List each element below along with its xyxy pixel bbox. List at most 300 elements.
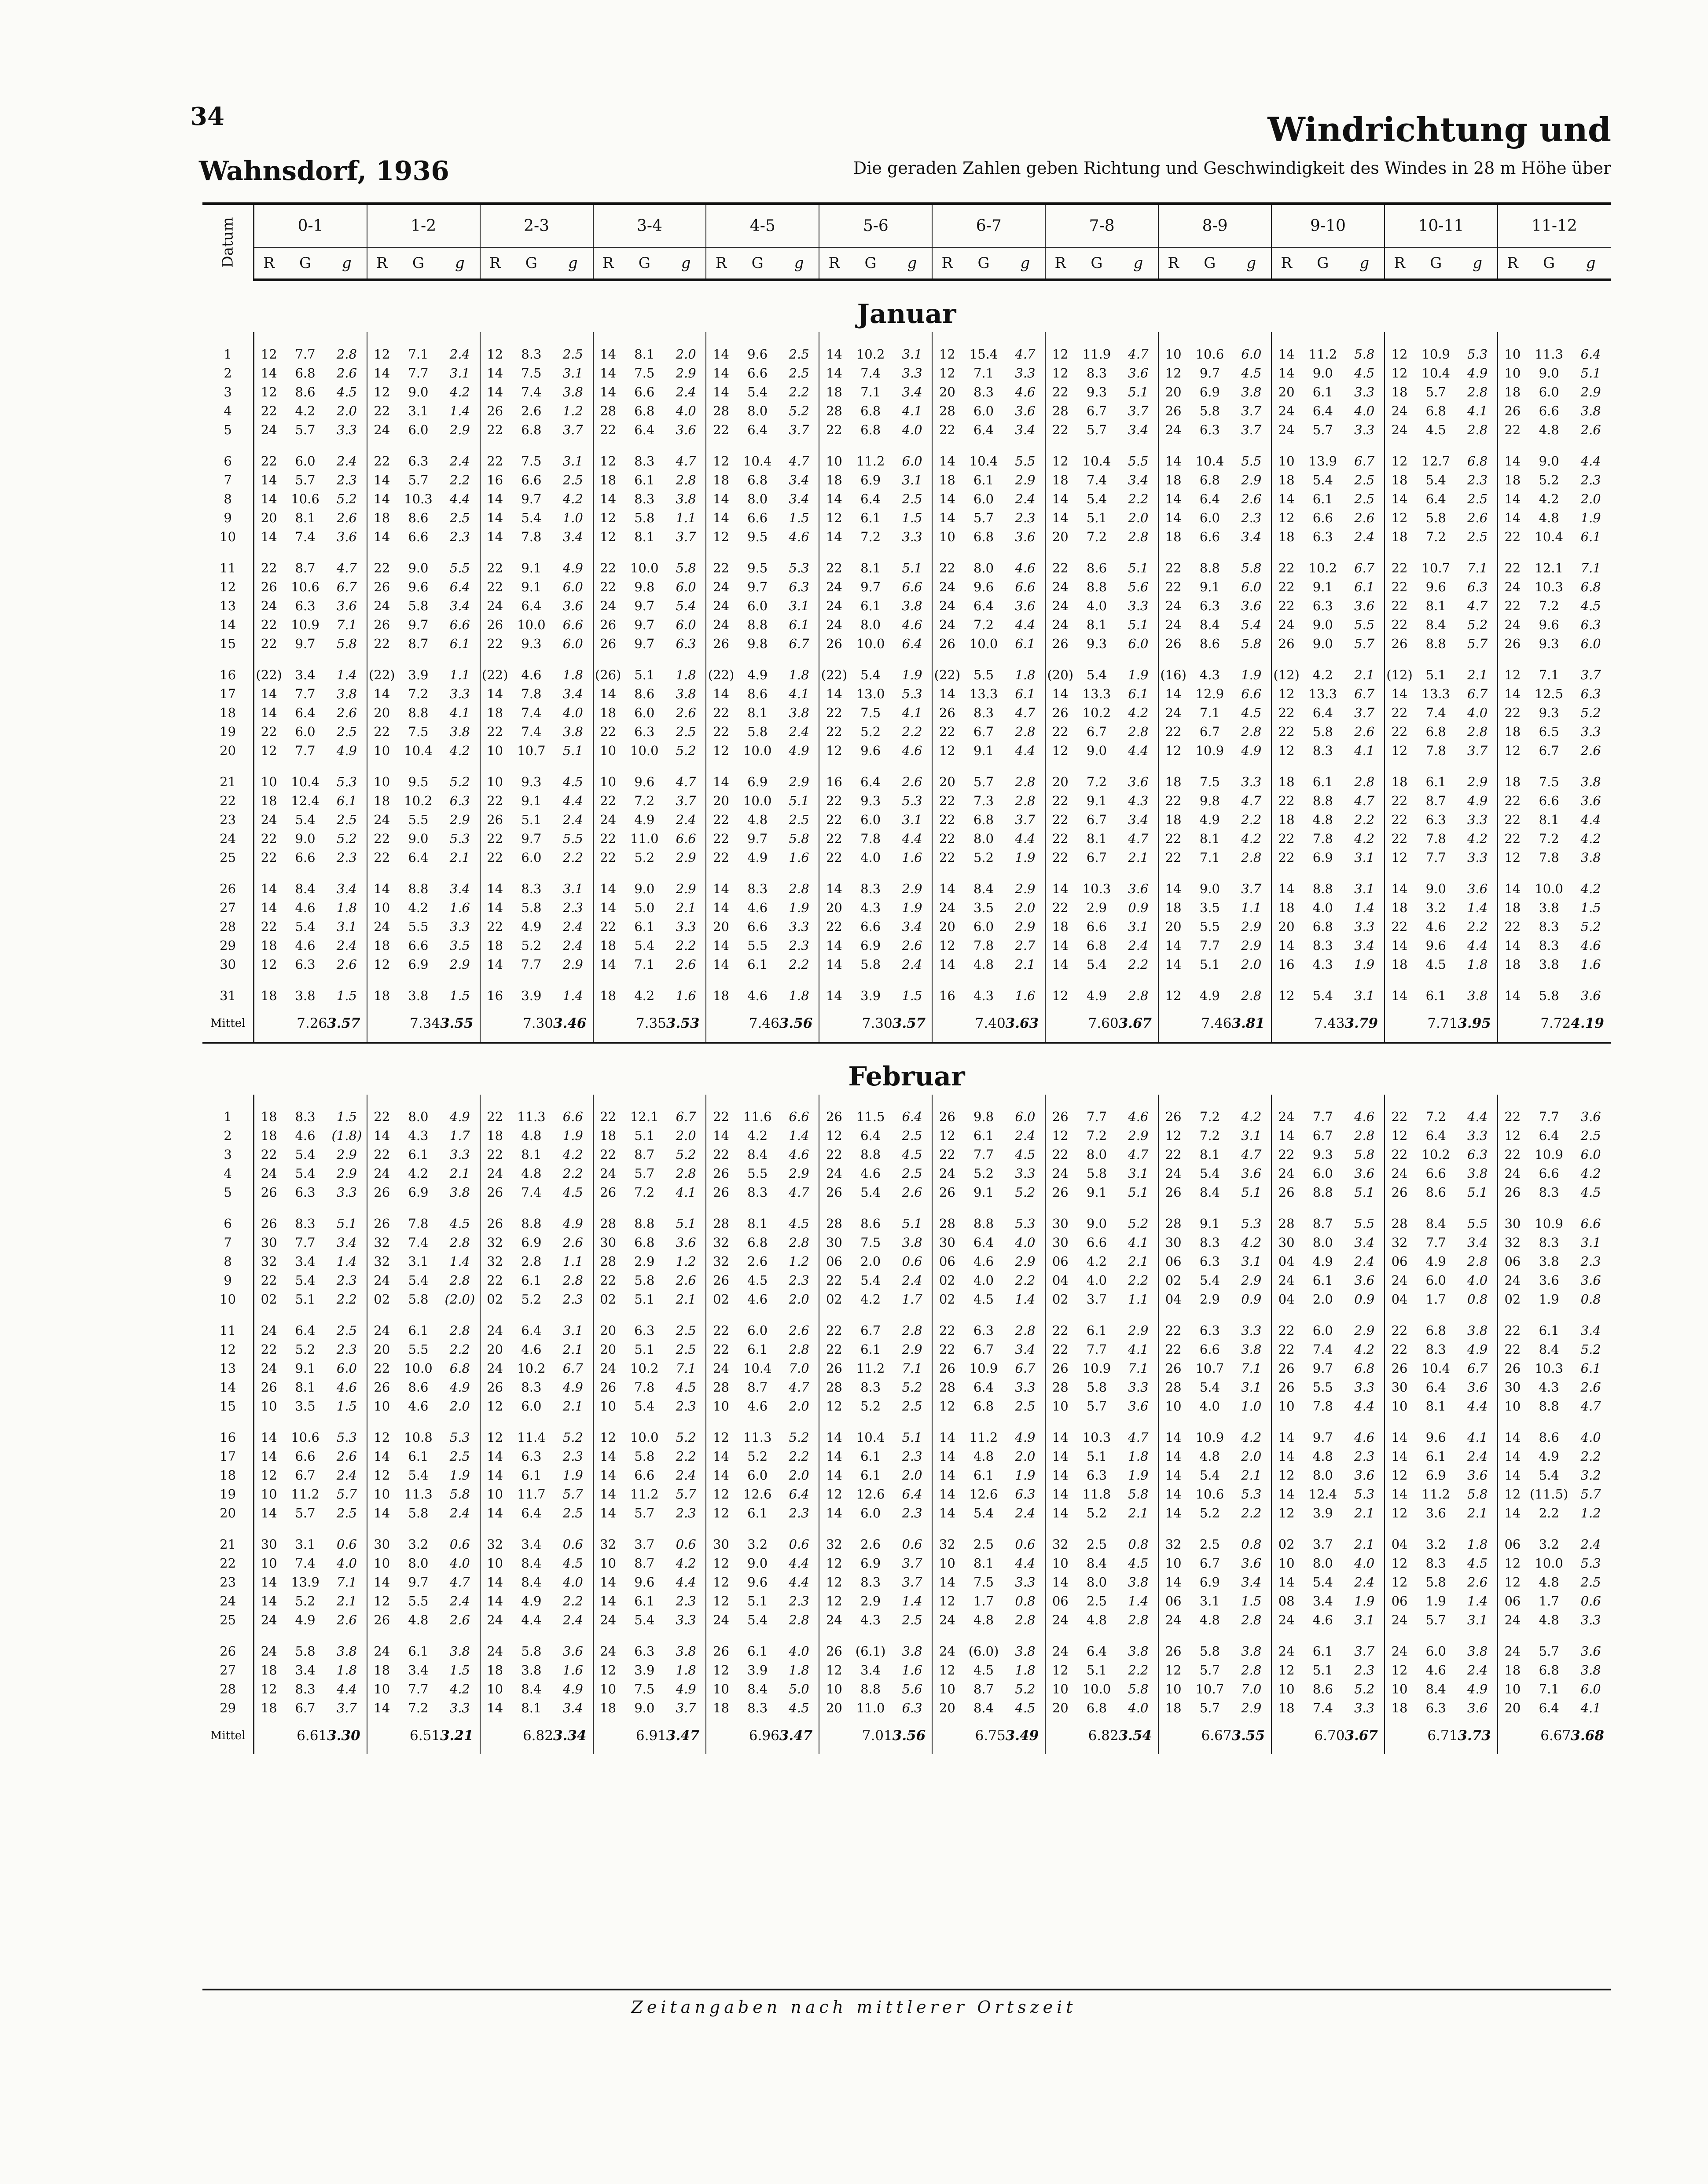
speed-G-value: 4.4: [521, 1612, 542, 1627]
direction-value: 12: [932, 1591, 962, 1610]
speed-G-value: 12.6: [969, 1486, 998, 1502]
direction-value: 14: [932, 684, 962, 703]
gap-cell: [1188, 546, 1231, 558]
gap-cell: [962, 1095, 1005, 1107]
speed-G-value: 6.0: [1312, 1323, 1333, 1338]
gap-cell: [849, 1522, 893, 1535]
speed-g-value: 5.1: [1467, 1184, 1488, 1200]
direction-value: 22: [1271, 558, 1301, 577]
direction-value: 14: [1158, 451, 1188, 470]
speed-g-value: 0.6: [449, 1536, 470, 1552]
speed-G-value: 5.8: [408, 598, 429, 613]
gap-cell: [1344, 1522, 1385, 1535]
direction-value: 26: [932, 1359, 962, 1378]
speed-g-value: 4.7: [1580, 1398, 1601, 1414]
direction-value: 14: [819, 936, 848, 955]
gap-cell: [932, 1415, 962, 1428]
speed-G-value: 6.4: [1539, 1128, 1559, 1143]
direction-value: 14: [480, 684, 510, 703]
speed-g-value: 0.6: [562, 1536, 583, 1552]
gap-cell: [1158, 546, 1188, 558]
speed-g-value: 2.8: [1128, 988, 1149, 1003]
speed-g-value: 4.9: [1015, 1429, 1036, 1445]
gap-cell: [706, 439, 735, 451]
speed-G-value: 12.1: [1535, 560, 1563, 575]
direction-value: 22: [706, 1321, 735, 1340]
speed-g-value: 1.5: [449, 1662, 470, 1678]
gap-cell: [706, 760, 735, 772]
speed-G-value: 11.3: [517, 1109, 546, 1124]
gap-cell: [1271, 546, 1301, 558]
direction-value: 14: [480, 898, 510, 917]
speed-G-value: 3.9: [1312, 1505, 1333, 1521]
gap-cell: [706, 332, 735, 344]
gap-cell: [283, 439, 327, 451]
speed-G-value: 5.1: [1199, 956, 1220, 972]
speed-G-value: 8.4: [521, 1574, 542, 1590]
col-label-r: R: [480, 247, 510, 280]
speed-G-value: 6.8: [973, 812, 994, 827]
gap-cell: [849, 439, 893, 451]
direction-value: 24: [1385, 401, 1414, 420]
speed-G-value: 6.3: [295, 1184, 316, 1200]
speed-g-value: 6.3: [902, 1700, 922, 1715]
speed-g-value: 4.0: [676, 403, 696, 418]
speed-G-value: 6.1: [747, 956, 768, 972]
gap-cell: [932, 1095, 962, 1107]
speed-G-value: (6.0): [968, 1643, 999, 1659]
direction-value: 32: [480, 1252, 510, 1271]
col-label-g: g: [666, 247, 706, 280]
gap-cell: [1045, 653, 1075, 665]
direction-value: 14: [932, 451, 962, 470]
speed-g-value: 1.9: [562, 1467, 583, 1483]
speed-G-value: 7.4: [1086, 472, 1107, 487]
direction-value: 22: [593, 1107, 623, 1126]
direction-value: 24: [706, 1610, 735, 1629]
speed-G-value: 6.6: [521, 472, 542, 487]
speed-G-value: 4.2: [408, 900, 429, 915]
direction-value: 18: [1498, 1660, 1527, 1679]
gap-cell: [1458, 1522, 1498, 1535]
speed-G-value: 7.7: [973, 1147, 994, 1162]
speed-g-value: 3.3: [1015, 365, 1036, 381]
gap-cell: [1458, 1095, 1498, 1107]
gap-cell: [283, 546, 327, 558]
speed-g-value: 2.9: [902, 881, 922, 896]
gap-cell: [1232, 332, 1272, 344]
speed-g-value: (1.8): [331, 1128, 362, 1143]
direction-value: 14: [593, 363, 623, 382]
speed-g-value: 4.4: [1467, 1109, 1488, 1124]
speed-g-value: 1.4: [1467, 900, 1488, 915]
speed-g-value: 2.3: [336, 1341, 357, 1357]
speed-G-value: 9.6: [1539, 617, 1559, 632]
direction-value: 14: [706, 936, 735, 955]
mittel-G-value: 6.67: [1201, 1728, 1232, 1744]
speed-G-value: 7.5: [408, 724, 429, 739]
speed-g-value: 2.8: [902, 1323, 922, 1338]
speed-G-value: 6.6: [1199, 1341, 1220, 1357]
direction-value: 26: [254, 1183, 283, 1202]
speed-g-value: 2.8: [1467, 724, 1488, 739]
gap-cell: [1075, 332, 1118, 344]
speed-g-value: 3.1: [1128, 1165, 1149, 1181]
speed-G-value: 8.3: [1539, 1235, 1559, 1250]
speed-G-value: 4.9: [747, 850, 768, 865]
speed-G-value: 9.0: [295, 831, 316, 846]
speed-G-value: 6.0: [1425, 1272, 1446, 1288]
direction-value: 12: [706, 1428, 735, 1447]
gap-cell: [819, 1629, 848, 1642]
speed-g-value: 1.4: [1128, 1593, 1149, 1609]
direction-value: 32: [367, 1233, 397, 1252]
direction-value: 14: [1498, 508, 1527, 527]
speed-G-value: 5.4: [295, 1147, 316, 1162]
speed-G-value: 10.0: [743, 743, 772, 758]
gap-cell: [666, 760, 706, 772]
direction-value: 22: [254, 722, 283, 741]
speed-g-value: 2.8: [1015, 774, 1036, 789]
gap-cell: [397, 1629, 440, 1642]
gap-cell: [510, 867, 553, 879]
day-number: 7: [202, 1233, 254, 1252]
direction-value: 24: [367, 1642, 397, 1660]
speed-g-value: 2.6: [676, 705, 696, 720]
direction-value: 14: [593, 344, 623, 363]
speed-G-value: 7.7: [1425, 1235, 1446, 1250]
direction-value: 26: [1158, 1107, 1188, 1126]
speed-G-value: 1.7: [1425, 1291, 1446, 1307]
speed-g-value: 2.5: [789, 812, 809, 827]
speed-G-value: 9.6: [1425, 938, 1446, 953]
direction-value: 24: [254, 810, 283, 829]
speed-g-value: 3.8: [336, 1643, 357, 1659]
direction-value: 22: [1158, 791, 1188, 810]
speed-g-value: 5.2: [449, 774, 470, 789]
gap-cell: [1344, 1415, 1385, 1428]
speed-g-value: 3.6: [1580, 1109, 1601, 1124]
speed-G-value: 5.2: [1199, 1505, 1220, 1521]
direction-value: 26: [593, 1378, 623, 1396]
gap-cell: [1498, 653, 1527, 665]
direction-value: 24: [367, 420, 397, 439]
speed-g-value: 4.4: [1467, 1398, 1488, 1414]
speed-g-value: 3.3: [336, 422, 357, 437]
speed-G-value: 6.3: [1425, 812, 1446, 827]
direction-value: 18: [1158, 470, 1188, 489]
speed-G-value: 5.4: [1199, 1165, 1220, 1181]
speed-G-value: 4.3: [973, 988, 994, 1003]
table-row: [202, 879, 1611, 898]
gap-cell: [893, 1629, 933, 1642]
direction-value: 10: [706, 1679, 735, 1698]
speed-G-value: 10.4: [1421, 1360, 1450, 1376]
speed-g-value: 4.7: [1128, 831, 1149, 846]
day-number: 9: [202, 1271, 254, 1290]
speed-G-value: 6.1: [973, 1467, 994, 1483]
speed-g-value: 2.3: [449, 529, 470, 544]
speed-g-value: 3.6: [1580, 1643, 1601, 1659]
gap-cell: [593, 653, 623, 665]
gap-cell: [510, 546, 553, 558]
col-label-g: g: [553, 247, 593, 280]
direction-value: 14: [932, 1503, 962, 1522]
speed-G-value: 5.2: [973, 850, 994, 865]
speed-G-value: 5.8: [1539, 988, 1559, 1003]
gap-cell: [1301, 1095, 1344, 1107]
speed-g-value: 4.1: [1467, 1429, 1488, 1445]
speed-G-value: 6.6: [295, 1448, 316, 1464]
speed-g-value: 0.6: [1015, 1536, 1036, 1552]
table-row: [202, 1252, 1611, 1271]
speed-g-value: 3.7: [1128, 403, 1149, 418]
speed-G-value: 3.1: [408, 1253, 429, 1269]
speed-G-value: 2.6: [747, 1253, 768, 1269]
speed-G-value: 4.8: [973, 956, 994, 972]
speed-G-value: 4.8: [408, 1612, 429, 1627]
speed-G-value: 4.6: [747, 900, 768, 915]
direction-value: 14: [1498, 879, 1527, 898]
gap-cell: [1414, 1522, 1458, 1535]
speed-g-value: 2.8: [1015, 793, 1036, 808]
direction-value: 06: [1385, 1591, 1414, 1610]
speed-g-value: 3.8: [449, 724, 470, 739]
speed-g-value: 6.8: [449, 1360, 470, 1376]
direction-value: 26: [367, 1183, 397, 1202]
gap-cell: [736, 1308, 779, 1321]
direction-value: 14: [706, 344, 735, 363]
direction-value: 24: [1385, 420, 1414, 439]
gap-cell: [1527, 1308, 1571, 1321]
speed-G-value: 6.8: [1425, 403, 1446, 418]
mittel-spacer: [1498, 1717, 1527, 1754]
speed-g-value: 6.6: [562, 617, 583, 632]
speed-g-value: 2.5: [562, 346, 583, 362]
day-number: 20: [202, 741, 254, 760]
gap-cell: [706, 653, 735, 665]
speed-G-value: 6.6: [1425, 1165, 1446, 1181]
gap-cell: [623, 974, 666, 986]
gap-cell: [666, 332, 706, 344]
speed-G-value: 8.0: [1312, 1555, 1333, 1571]
speed-G-value: 9.8: [634, 579, 655, 594]
gap-cell: [819, 332, 848, 344]
gap-cell: [893, 867, 933, 879]
gap-cell: [1232, 1415, 1272, 1428]
speed-g-value: 4.1: [1467, 403, 1488, 418]
direction-value: 30: [1498, 1378, 1527, 1396]
direction-value: 12: [1385, 1572, 1414, 1591]
gap-cell: [1571, 1202, 1611, 1214]
gap-cell: [932, 1202, 962, 1214]
direction-value: 14: [1045, 955, 1075, 974]
speed-G-value: 5.5: [408, 1341, 429, 1357]
speed-g-value: 4.0: [1467, 1272, 1488, 1288]
speed-G-value: 8.7: [295, 560, 316, 575]
speed-G-value: 6.3: [973, 1323, 994, 1338]
speed-g-value: 2.1: [1467, 667, 1488, 682]
speed-G-value: 6.1: [634, 919, 655, 934]
speed-G-value: 10.2: [856, 346, 885, 362]
gap-cell: [819, 653, 848, 665]
gap-cell: [283, 653, 327, 665]
speed-g-value: 1.2: [676, 1253, 696, 1269]
speed-G-value: 5.7: [634, 1505, 655, 1521]
speed-g-value: 7.1: [1580, 560, 1601, 575]
direction-value: 18: [1158, 527, 1188, 546]
speed-g-value: 4.5: [789, 1700, 809, 1715]
speed-g-value: 3.1: [562, 365, 583, 381]
speed-g-value: 2.0: [676, 346, 696, 362]
speed-g-value: 0.6: [902, 1253, 922, 1269]
speed-g-value: 2.2: [1467, 919, 1488, 934]
speed-G-value: 8.8: [747, 617, 768, 632]
speed-g-value: 6.1: [449, 636, 470, 651]
direction-value: 14: [819, 489, 848, 508]
gap-cell: [736, 1522, 779, 1535]
mittel-G-value: 7.01: [862, 1728, 893, 1744]
speed-G-value: 9.1: [295, 1360, 316, 1376]
table-row: [202, 936, 1611, 955]
direction-value: 22: [480, 829, 510, 848]
speed-g-value: 2.2: [1580, 1448, 1601, 1464]
speed-g-value: 4.2: [449, 384, 470, 399]
direction-value: 32: [1498, 1233, 1527, 1252]
direction-value: 30: [1385, 1378, 1414, 1396]
direction-value: 26: [367, 1610, 397, 1629]
direction-value: 30: [593, 1233, 623, 1252]
speed-g-value: 3.2: [1580, 1467, 1601, 1483]
speed-G-value: 8.3: [295, 1216, 316, 1231]
speed-g-value: 2.3: [336, 850, 357, 865]
header-hours-row: [202, 204, 1611, 247]
direction-value: 10: [1385, 1396, 1414, 1415]
speed-g-value: 4.2: [562, 1147, 583, 1162]
direction-value: 20: [932, 917, 962, 936]
speed-G-value: 9.1: [1199, 579, 1220, 594]
speed-G-value: 7.1: [634, 956, 655, 972]
speed-G-value: 3.5: [295, 1398, 316, 1414]
speed-G-value: 8.0: [973, 831, 994, 846]
direction-value: 22: [1385, 558, 1414, 577]
speed-G-value: 10.4: [1082, 453, 1111, 469]
speed-G-value: 6.9: [521, 1235, 542, 1250]
speed-G-value: 5.7: [1199, 1700, 1220, 1715]
direction-value: 22: [1271, 577, 1301, 596]
speed-g-value: 2.2: [1128, 491, 1149, 506]
direction-value: 26: [1385, 1359, 1414, 1378]
speed-g-value: 2.0: [789, 1467, 809, 1483]
speed-g-value: 3.3: [1015, 1574, 1036, 1590]
speed-g-value: 2.0: [336, 403, 357, 418]
gap-cell: [623, 1095, 666, 1107]
direction-value: 28: [819, 401, 848, 420]
day-number: 26: [202, 879, 254, 898]
direction-value: 22: [1271, 703, 1301, 722]
speed-g-value: 5.7: [336, 1486, 357, 1502]
speed-g-value: 5.3: [1354, 1486, 1375, 1502]
direction-value: 18: [819, 382, 848, 401]
speed-G-value: 10.4: [856, 1429, 885, 1445]
table-row: [202, 1290, 1611, 1308]
speed-G-value: 8.8: [1539, 1398, 1559, 1414]
speed-G-value: 7.2: [634, 793, 655, 808]
speed-g-value: 5.2: [1354, 1681, 1375, 1697]
speed-G-value: 9.5: [408, 774, 429, 789]
speed-g-value: 2.6: [1354, 724, 1375, 739]
speed-g-value: 6.7: [562, 1360, 583, 1376]
speed-g-value: 2.6: [676, 956, 696, 972]
direction-value: 24: [1271, 401, 1301, 420]
speed-g-value: 6.6: [1241, 686, 1262, 701]
direction-value: 22: [1498, 596, 1527, 615]
speed-g-value: 1.4: [789, 1128, 809, 1143]
direction-value: 12: [1498, 848, 1527, 867]
gap-cell: [1075, 1522, 1118, 1535]
col-label-G: G: [736, 247, 779, 280]
speed-G-value: 5.7: [1199, 1662, 1220, 1678]
speed-G-value: 4.9: [521, 919, 542, 934]
speed-g-value: 3.4: [1354, 1235, 1375, 1250]
direction-value: 26: [593, 615, 623, 634]
speed-G-value: 11.2: [1421, 1486, 1450, 1502]
direction-value: 30: [819, 1233, 848, 1252]
gap-cell: [440, 1415, 480, 1428]
speed-G-value: 11.9: [1082, 346, 1111, 362]
group-gap: [202, 1308, 1611, 1321]
gap-cell: [1498, 332, 1527, 344]
direction-value: 28: [1158, 1214, 1188, 1233]
direction-value: 12: [1498, 741, 1527, 760]
speed-G-value: 6.8: [860, 403, 881, 418]
speed-g-value: 3.6: [1128, 365, 1149, 381]
direction-value: 12: [1498, 1126, 1527, 1145]
speed-g-value: 2.5: [1015, 1398, 1036, 1414]
speed-g-value: 3.1: [1580, 1235, 1601, 1250]
direction-value: 18: [1158, 810, 1188, 829]
speed-g-value: 3.1: [902, 346, 922, 362]
speed-G-value: 5.5: [747, 1165, 768, 1181]
speed-g-value: 1.8: [676, 1662, 696, 1678]
speed-g-value: 3.3: [1354, 1379, 1375, 1395]
hour-header: 2-3: [480, 204, 593, 247]
gap-cell: [1385, 1095, 1414, 1107]
speed-g-value: 4.0: [1580, 1429, 1601, 1445]
gap-cell: [283, 1415, 327, 1428]
mittel-spacer: [367, 1005, 397, 1043]
speed-G-value: 7.8: [634, 1379, 655, 1395]
speed-G-value: 10.3: [404, 491, 433, 506]
gap-cell: [202, 546, 254, 558]
speed-g-value: 2.2: [789, 1448, 809, 1464]
direction-value: 14: [706, 955, 735, 974]
direction-value: 24: [819, 615, 848, 634]
direction-value: 12: [1385, 1660, 1414, 1679]
direction-value: 26: [1271, 1359, 1301, 1378]
gap-cell: [593, 1095, 623, 1107]
direction-value: 24: [367, 810, 397, 829]
speed-G-value: 6.0: [1312, 1165, 1333, 1181]
speed-G-value: 8.0: [1312, 1235, 1333, 1250]
speed-g-value: 1.7: [902, 1291, 922, 1307]
speed-g-value: 2.9: [1015, 472, 1036, 487]
direction-value: 28: [819, 1214, 848, 1233]
direction-value: 10: [367, 1554, 397, 1572]
speed-g-value: 2.5: [1354, 472, 1375, 487]
direction-value: 22: [1385, 1321, 1414, 1340]
direction-value: 22: [1045, 382, 1075, 401]
